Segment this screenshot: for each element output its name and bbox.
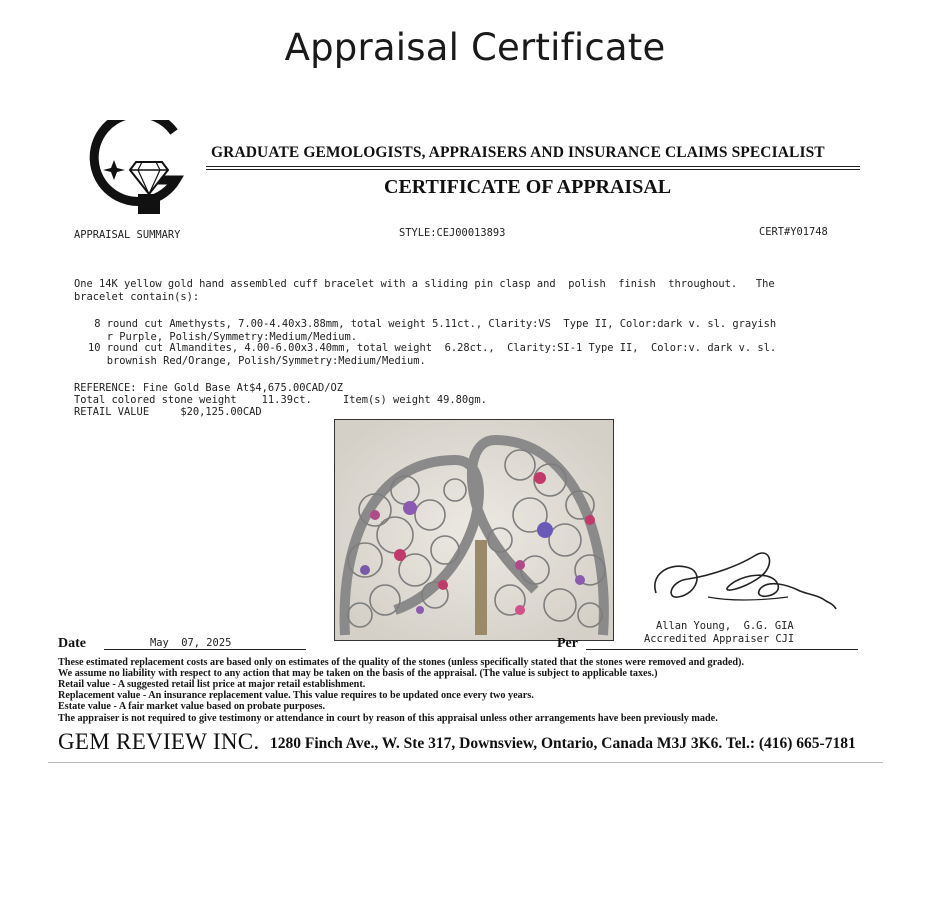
date-label: Date (58, 636, 86, 651)
header-rule-2 (206, 169, 860, 170)
disclaimer-line: Retail value - A suggested retail list price at major retail establishment. (58, 679, 366, 690)
company-logo (86, 120, 184, 220)
appraiser-signature (648, 545, 838, 617)
disclaimer-line: Estate value - A fair market value based on probate purposes. (58, 701, 326, 712)
appraiser-name: Allan Young, G.G. GIA (656, 620, 794, 632)
disclaimer-line: These estimated replacement costs are based only on estimates of the quality of the stones (unless specifically stated that the stones were removed and graded). (58, 657, 744, 668)
disclaimer-line: The appraiser is not required to give testimony or attendance in court by reason of this appraisal unless other arrangements have been previously made. (58, 713, 718, 724)
stone-line: brownish Red/Orange, Polish/Symmetry:Medium/Medium. (88, 355, 426, 367)
page-title: Appraisal Certificate (284, 26, 666, 69)
style-number: STYLE:CEJ00013893 (399, 227, 506, 239)
per-line (586, 649, 858, 650)
appraisal-summary-label: APPRAISAL SUMMARY (74, 229, 181, 241)
retail-value: RETAIL VALUE $20,125.00CAD (74, 406, 262, 418)
certificate-title: CERTIFICATE OF APPRAISAL (384, 176, 672, 198)
appraiser-title: Accredited Appraiser CJI (644, 633, 795, 645)
stone-line: 8 round cut Amethysts, 7.00-4.40x3.88mm, total weight 5.11ct., Clarity:VS Type II, Color:dark v. sl. grayish (88, 318, 777, 330)
stone-line: r Purple, Polish/Symmetry:Medium/Medium. (88, 331, 357, 343)
bracelet-photo (334, 419, 614, 641)
disclaimer-line: We assume no liability with respect to any action that may be taken on the basis of the appraisal. (The value is subject to applicable taxes.) (58, 668, 658, 679)
date-value: May 07, 2025 (150, 637, 232, 649)
stone-line: 10 round cut Almandites, 4.00-6.00x3.40mm, total weight 6.28ct., Clarity:SI-1 Type II, Color:v. dark v. sl. (88, 342, 777, 354)
header-rule (206, 166, 860, 167)
weights-line: Total colored stone weight 11.39ct. Item(s) weight 49.80gm. (74, 394, 487, 406)
disclaimer-line: Replacement value - An insurance replacement value. This value requires to be updated once every two years. (58, 690, 534, 701)
description-line: bracelet contain(s): (74, 291, 200, 303)
description-line: One 14K yellow gold hand assembled cuff bracelet with a sliding pin clasp and polish finish throughout. The (74, 278, 775, 290)
per-label: Per (557, 636, 578, 651)
company-specialty-heading: GRADUATE GEMOLOGISTS, APPRAISERS AND INSURANCE CLAIMS SPECIALIST (211, 144, 825, 161)
reference-price: REFERENCE: Fine Gold Base At$4,675.00CAD/OZ (74, 382, 343, 394)
footer-company-name: GEM REVIEW INC. (58, 729, 260, 754)
footer-address: 1280 Finch Ave., W. Ste 317, Downsview, Ontario, Canada M3J 3K6. Tel.: (416) 665-7181 (270, 735, 856, 752)
cert-number: CERT#Y01748 (759, 226, 828, 238)
footer-rule (48, 762, 883, 763)
